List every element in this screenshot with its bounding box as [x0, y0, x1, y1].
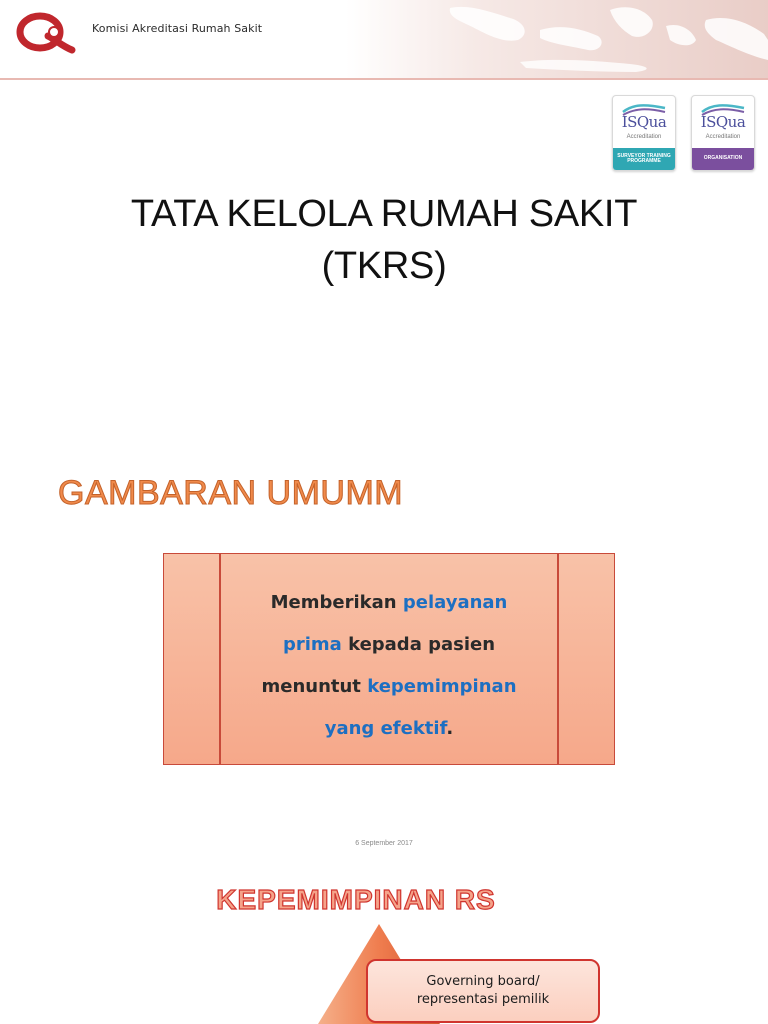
box-divider-right [557, 554, 559, 764]
badge-strip-line2: PROGRAMME [627, 158, 661, 164]
header-divider [0, 78, 768, 80]
text-plain: Memberikan [270, 592, 397, 613]
overview-box [163, 553, 615, 765]
text-highlight: yang efektif [324, 718, 447, 739]
text-plain: kepada pasien [348, 634, 496, 655]
isqua-organisation-badge [691, 95, 755, 171]
date-stamp: 6 September 2017 [355, 840, 413, 847]
board-label-line1: Governing board/ [426, 974, 540, 989]
title-line-1: TATA KELOLA RUMAH SAKIT [130, 193, 638, 235]
kars-logo [14, 10, 78, 56]
text-plain: menuntut [261, 676, 361, 697]
badge-strip-line1: SURVEYOR TRAINING [617, 152, 671, 159]
isqua-surveyor-badge [612, 95, 676, 171]
indonesia-map-graphic [430, 0, 768, 80]
text-highlight: pelayanan [402, 592, 508, 613]
document-title [0, 188, 768, 292]
text-highlight: prima [282, 634, 342, 655]
board-label-line2: representasi pemilik [416, 992, 550, 1007]
badge-subtitle: Accreditation [705, 134, 741, 140]
title-line-2: (TKRS) [321, 245, 447, 287]
page-header [0, 0, 768, 80]
org-name: Komisi Akreditasi Rumah Sakit [92, 22, 263, 35]
badge-subtitle: Accreditation [626, 134, 662, 140]
badge-strip-line1: ORGANISATION [703, 155, 743, 162]
badge-brand: ISQua [621, 113, 667, 131]
overview-text [221, 582, 557, 750]
leadership-heading: KEPEMIMPINAN RS [216, 884, 496, 915]
text-plain: . [446, 718, 454, 739]
badge-strip [692, 148, 754, 170]
governing-board-box [366, 959, 600, 1023]
badge-brand: ISQua [700, 113, 746, 131]
text-highlight: kepemimpinan [367, 676, 517, 697]
badge-strip [613, 148, 675, 170]
section-heading: GAMBARAN UMUMM [58, 474, 404, 512]
